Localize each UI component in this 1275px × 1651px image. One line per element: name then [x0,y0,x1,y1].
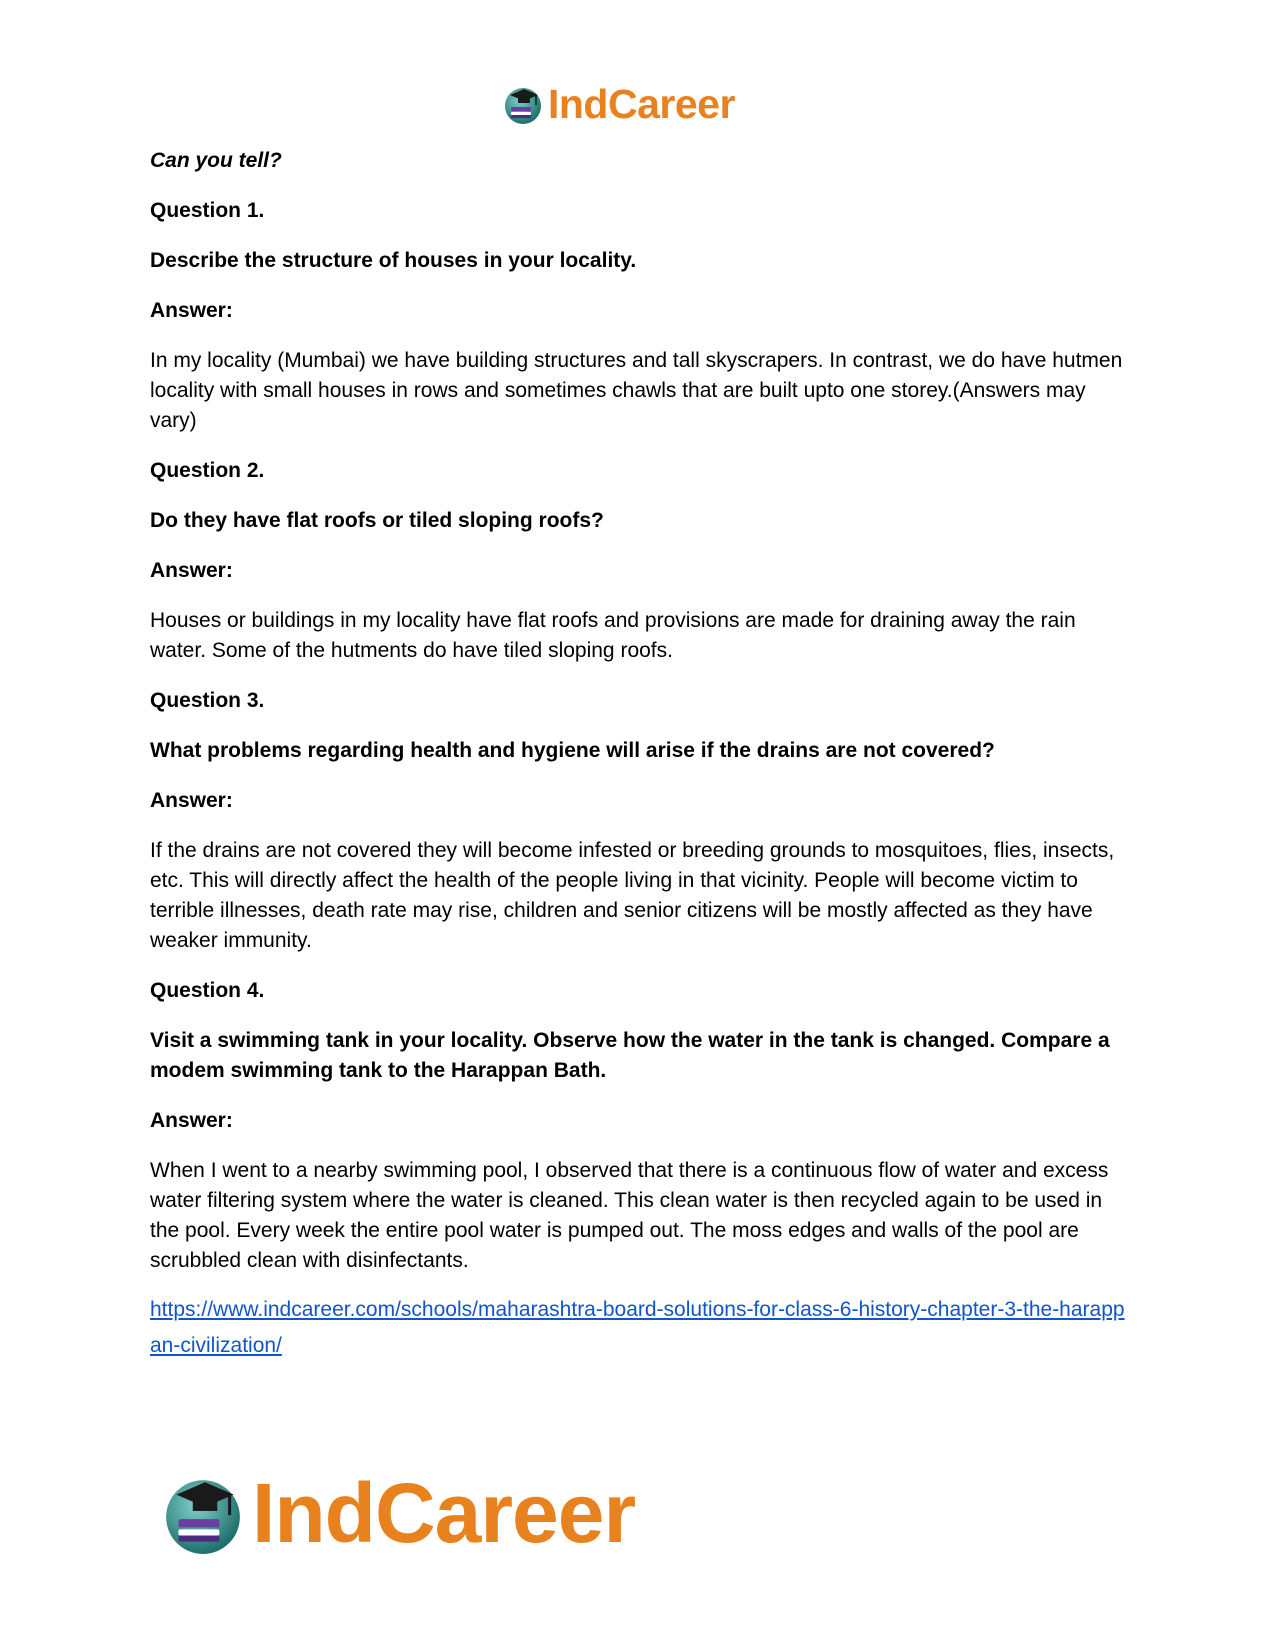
answer-label: Answer: [150,1109,233,1132]
answer-label: Answer: [150,789,233,812]
question-text: Describe the structure of houses in your locality. [150,249,637,272]
graduation-globe-icon [160,1470,246,1556]
section-title: Can you tell? [150,149,282,172]
question-label: Question 2. [150,459,265,482]
answer-label: Answer: [150,299,233,322]
answer-text: If the drains are not covered they will become infested or breeding grounds to mosquitoes, flies, insects, etc. This will directly affect the health of the people living in that vicinity. People will become victim to terrible illnesses, death rate may rise, children and senior citizens will be mostly affected as they have weaker immunity. [150,839,1115,952]
question-label: Question 1. [150,199,265,222]
header-logo-text: IndCareer [548,80,735,127]
question-text: What problems regarding health and hygiene will arise if the drains are not covered? [150,739,995,762]
question-text: Visit a swimming tank in your locality. Observe how the water in the tank is changed. Compare a modem swimming tank to the Harappan Bath. [150,1029,1110,1082]
answer-label: Answer: [150,559,233,582]
question-text: Do they have flat roofs or tiled sloping roofs? [150,509,604,532]
answer-text: When I went to a nearby swimming pool, I observed that there is a continuous flow of water and excess water filtering system where the water is cleaned. This clean water is then recycled again to be used in the pool. Every week the entire pool water is pumped out. The moss edges and walls of the pool are scrubbled clean with disinfectants. [150,1159,1109,1272]
source-link[interactable]: https://www.indcareer.com/schools/maharashtra-board-solutions-for-class-6-history-chapter-3-the-harappan-civilization/ [150,1298,1125,1357]
footer-logo [160,1468,635,1558]
footer-logo-text: IndCareer [252,1466,636,1560]
header-logo [502,80,735,128]
question-label: Question 4. [150,979,265,1002]
main-content [150,146,1130,1364]
answer-text: In my locality (Mumbai) we have building structures and tall skyscrapers. In contrast, we do have hutmen locality with small houses in rows and sometimes chawls that are built upto one storey.(Answers may vary) [150,349,1123,432]
graduation-globe-icon [502,83,544,125]
question-label: Question 3. [150,689,265,712]
answer-text: Houses or buildings in my locality have flat roofs and provisions are made for draining away the rain water. Some of the hutments do have tiled sloping roofs. [150,609,1076,662]
